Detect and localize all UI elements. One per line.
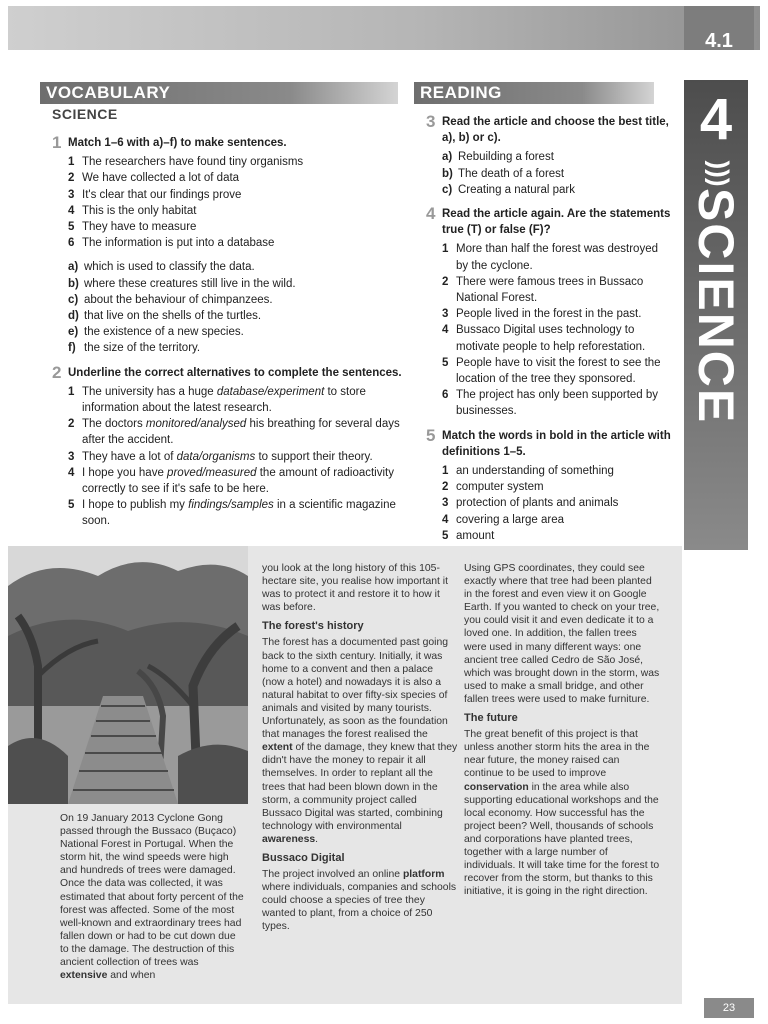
article-paragraph	[262, 868, 458, 933]
forest-stairs-image	[8, 546, 248, 804]
unit-side-panel	[684, 80, 748, 550]
alternatives: data/organisms	[176, 450, 256, 463]
list-item	[442, 241, 672, 273]
list-item	[68, 276, 402, 292]
option-letter: c)	[442, 183, 453, 196]
paragraph-text: of the damage, they knew that they didn't have the money to repair it all themselves. In order to replant all the trees that had been blown down in the storm, a community project called Bussaco Digital was started, combining technology with environmental	[262, 742, 458, 832]
item-number: 3	[68, 450, 75, 463]
vocabulary-column	[52, 135, 402, 530]
bold-word: platform	[402, 869, 445, 881]
instruction-text: Underline the correct alternatives to complete the sentences.	[68, 366, 402, 379]
item-number: 4	[68, 466, 75, 479]
option-text: that live on the shells of the turtles.	[84, 310, 262, 323]
article-column-1	[60, 812, 244, 982]
instruction-text: Read the article and choose the best title, a), b) or c).	[442, 116, 669, 145]
item-text	[82, 384, 402, 416]
option-text: which is used to classify the data.	[84, 261, 255, 274]
option-letter: b)	[68, 277, 79, 290]
option-letter: a)	[68, 261, 79, 274]
article-paragraph	[262, 636, 458, 846]
list-item	[442, 479, 672, 495]
item-text: People have to visit the forest to see the location of the tree they sponsored.	[456, 356, 661, 386]
sentence-end: in a scientific magazine soon.	[82, 499, 396, 528]
item-text: People lived in the forest in the past.	[456, 308, 642, 321]
item-number: 6	[442, 389, 449, 402]
paragraph-text: .	[315, 833, 319, 845]
bold-word: extensive	[60, 970, 108, 982]
sentence-start: I hope you have	[82, 466, 168, 479]
paragraph-text: The forest has a documented past going back to the sixth century. Initially, it was home to a convent and then a palace (now a hotel) and nowadays it is also a natural habitat to over fifty-six species of animals and visited by many tourists. Unfortunately, as soon as the foundation that manages the forest realised the	[262, 637, 448, 741]
option-letter: d)	[68, 310, 79, 323]
item-number: 4	[442, 513, 449, 526]
item-text: There were famous trees in Bussaco National Forest.	[456, 275, 644, 305]
exercise-2-instruction	[52, 362, 402, 382]
article-column-2	[262, 562, 458, 934]
item-number: 1	[68, 385, 75, 398]
list-item	[442, 495, 672, 511]
exercise-5-items	[426, 463, 672, 544]
list-item	[442, 463, 672, 479]
sentence-start: The university has a huge	[82, 385, 217, 398]
unit-tab	[684, 6, 754, 50]
item-number: 5	[442, 529, 449, 542]
article-subheading: Bussaco Digital	[262, 851, 345, 864]
option-text: about the behaviour of chimpanzees.	[84, 293, 273, 306]
item-text	[82, 449, 373, 465]
exercise-number: 3	[426, 112, 436, 131]
spacer	[52, 357, 402, 365]
list-item	[68, 449, 402, 465]
item-text	[82, 416, 402, 448]
audio-icon: )))	[704, 160, 735, 187]
exercise-1-items	[52, 154, 402, 251]
list-item	[442, 512, 672, 528]
list-item	[68, 497, 402, 529]
list-item	[68, 203, 402, 219]
paragraph-text: where individuals, companies and schools could choose a species of tree they wanted to plant, from a choice of 250 types.	[262, 882, 457, 933]
item-text: an understanding of something	[456, 465, 614, 478]
article-subheading: The future	[464, 712, 518, 725]
item-text: It's clear that our findings prove	[82, 188, 242, 201]
list-item	[68, 340, 402, 356]
option-letter: f)	[68, 342, 76, 355]
item-number: 5	[68, 499, 75, 512]
unit-number: 4.1	[705, 30, 733, 50]
item-text: More than half the forest was destroyed by the cyclone.	[456, 243, 658, 272]
article-paragraph	[464, 728, 660, 898]
exercise-number: 4	[426, 204, 436, 224]
sentence-start: I hope to publish my	[82, 499, 189, 512]
vocabulary-heading: VOCABULARY	[40, 82, 398, 104]
sentence-end: the amount of radioactivity correctly to see if it's safe to be here.	[82, 466, 394, 496]
item-number: 4	[442, 324, 449, 337]
option-text: where these creatures still live in the wild.	[84, 277, 296, 290]
top-band	[8, 6, 760, 50]
option-letter: e)	[68, 326, 79, 339]
spacer	[426, 420, 672, 428]
item-number: 1	[442, 243, 449, 256]
item-text: protection of plants and animals	[456, 497, 619, 510]
item-number: 3	[442, 497, 449, 510]
item-number: 1	[68, 156, 75, 169]
option-letter: c)	[68, 293, 79, 306]
alternatives: proved/measured	[167, 466, 257, 479]
paragraph-text: in the area while also supporting educational workshops and the local economy. How successful has the project been? Well, thousands of schools and corporations have planted trees, together with a large number of individuals. It will take time for the forest to recover from the storm, but thanks to this initiative, it is going in the right direction.	[464, 781, 660, 898]
list-item	[68, 324, 402, 340]
list-item	[442, 355, 672, 387]
list-item	[68, 308, 402, 324]
list-item	[68, 154, 402, 170]
exercise-5-instruction	[426, 425, 672, 460]
vocabulary-subheading: SCIENCE	[52, 106, 118, 122]
instruction-text: Match the words in bold in the article with definitions 1–5.	[442, 429, 671, 458]
option-text: The death of a forest	[458, 167, 565, 180]
sentence-start: The doctors	[82, 418, 146, 431]
instruction-text: Match 1–6 with a)–f) to make sentences.	[68, 137, 287, 149]
option-text: the size of the territory.	[84, 342, 201, 355]
article-paragraph: you look at the long history of this 105-hectare site, you realise how important it was to protect it and restore it to how it was before.	[262, 563, 448, 614]
reading-heading: READING	[414, 82, 654, 104]
item-number: 3	[68, 188, 75, 201]
instruction-text: Read the article again. Are the statements true (T) or false (F)?	[442, 208, 671, 237]
option-text: the existence of a new species.	[84, 326, 244, 339]
article-subheading: The forest's history	[262, 620, 364, 633]
exercise-4-instruction	[426, 206, 672, 238]
list-item	[68, 259, 402, 275]
list-item	[68, 465, 402, 497]
item-text: covering a large area	[456, 513, 565, 526]
exercise-2-items	[52, 384, 402, 530]
alternatives: database/experiment	[216, 385, 325, 398]
item-text	[82, 497, 402, 529]
item-number: 4	[68, 204, 75, 217]
paragraph-text: On 19 January 2013 Cyclone Gong passed through the Bussaco (Buçaco) National Forest in Portugal. When the storm hit, the wind speeds were high and hundreds of trees were damaged. Once the data was collected, it was estimated that about forty percent of the forest was affected. Some of the most well-known and extraordinary trees had fallen down or had to be cut down due to the damage. The destruction of this ancient collection of trees was	[60, 813, 244, 969]
option-text: Creating a natural park	[458, 183, 575, 196]
sentence-end: to store information about the latest research.	[82, 385, 366, 415]
exercise-1-instruction	[52, 135, 402, 151]
list-item	[442, 322, 672, 354]
list-item	[68, 187, 402, 203]
reading-column	[426, 114, 672, 544]
item-text: We have collected a lot of data	[82, 172, 240, 185]
unit-title-text: SCIENCE	[688, 188, 744, 425]
item-text: amount	[456, 529, 495, 542]
item-number: 3	[442, 308, 449, 321]
spacer	[52, 251, 402, 259]
item-text: Bussaco Digital uses technology to motivate people to help reforestation.	[456, 324, 646, 353]
list-item	[68, 292, 402, 308]
list-item	[68, 170, 402, 186]
alternatives: monitored/analysed	[145, 418, 247, 431]
list-item	[68, 235, 402, 251]
exercise-4-items	[426, 241, 672, 419]
spacer	[426, 198, 672, 206]
bold-word: extent	[262, 742, 293, 754]
list-item	[442, 274, 672, 306]
bold-word: conservation	[464, 781, 529, 793]
list-item	[68, 416, 402, 448]
option-letter: a)	[442, 151, 453, 164]
article-column-3	[464, 562, 660, 898]
sentence-start: They have a lot of	[82, 450, 177, 463]
list-item	[442, 149, 672, 165]
article-paragraph	[60, 812, 244, 982]
exercise-3-instruction	[426, 114, 672, 146]
item-text: computer system	[456, 481, 544, 494]
item-text: The project has only been supported by businesses.	[456, 389, 659, 418]
article-paragraph: Using GPS coordinates, they could see exactly where that tree had been planted in the forest and even view it on Google Earth. If you wanted to check on your tree, you could visit it and even dedicate it to a loved one. In addition, the fallen trees were used in many different ways: one ancient tree called Cedro de São José, which was brought down in the storm, was used to make a small bridge, and other fallen trees were used to make furniture.	[464, 563, 660, 705]
sentence-end: to support their theory.	[255, 450, 373, 463]
item-text: They have to measure	[82, 221, 197, 234]
item-text	[82, 465, 402, 497]
paragraph-text: and when	[107, 970, 156, 982]
paragraph-text: The project involved an online	[262, 869, 403, 881]
forest-photo	[8, 546, 248, 804]
alternatives: findings/samples	[188, 499, 274, 512]
list-item	[442, 166, 672, 182]
item-number: 2	[68, 172, 75, 185]
exercise-number: 5	[426, 425, 436, 445]
exercise-number: 1	[52, 133, 62, 152]
item-number: 5	[68, 221, 75, 234]
option-letter: b)	[442, 167, 453, 180]
item-text: The researchers have found tiny organisms	[82, 156, 304, 169]
paragraph-text: The great benefit of this project is that unless another storm hits the area in the near future, the money raised can continue to be used to improve	[464, 729, 650, 780]
sentence-end: his breathing for several days after the accident.	[82, 418, 400, 447]
item-number: 2	[68, 418, 75, 431]
item-number: 5	[442, 356, 449, 369]
item-text: This is the only habitat	[82, 204, 197, 217]
list-item	[68, 384, 402, 416]
item-number: 6	[68, 237, 75, 250]
item-text: The information is put into a database	[82, 237, 275, 250]
item-number: 2	[442, 481, 449, 494]
exercise-1-options	[52, 259, 402, 356]
exercise-3-options	[426, 149, 672, 198]
page-number: 23	[704, 998, 754, 1018]
list-item	[442, 387, 672, 419]
item-number: 2	[442, 275, 449, 288]
list-item	[442, 306, 672, 322]
exercise-number: 2	[52, 362, 62, 382]
unit-big-number: 4	[699, 87, 733, 152]
list-item	[442, 528, 672, 544]
list-item	[68, 219, 402, 235]
list-item	[442, 182, 672, 198]
option-text: Rebuilding a forest	[458, 151, 554, 164]
item-number: 1	[442, 465, 449, 478]
bold-word: awareness	[262, 833, 316, 845]
